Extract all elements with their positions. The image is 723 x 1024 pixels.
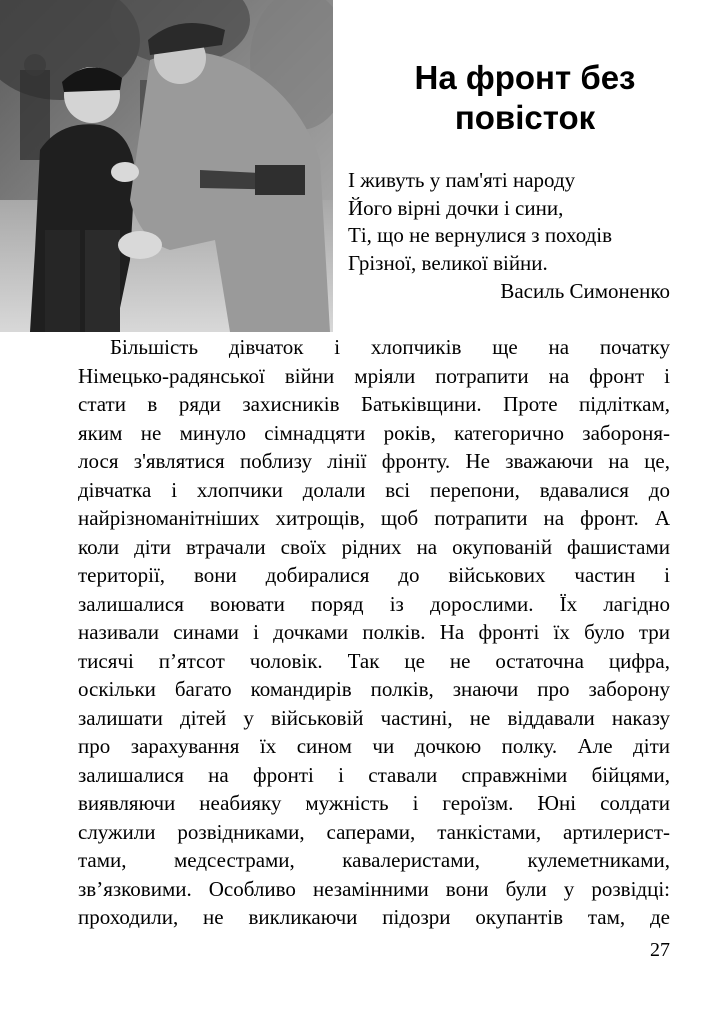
war-photo — [0, 0, 333, 332]
text-line: найрізноманітніших хитрощів, щоб потрапити на фронт. А — [78, 506, 670, 530]
text-line: залишалися воювати поряд із дорослими. Їх лагідно — [78, 591, 670, 616]
poem-author: Василь Симоненко — [500, 279, 670, 303]
page-number: 27 — [650, 939, 670, 961]
text-line: зв’язковими. Особливо незамінними вони були у розвідці: — [78, 876, 670, 901]
page-title — [370, 58, 680, 138]
text-line: тисячі п’ятсот чоловік. Так це не остаточна цифра, — [78, 648, 670, 673]
text-line: залишалися на фронті і ставали справжніми бійцями, — [78, 762, 670, 787]
text-line: дівчатка і хлопчики долали всі перепони, вдавалися до — [78, 477, 670, 502]
poem-line: Грізної, великої війни. — [348, 250, 548, 275]
text-line: коли діти втрачали своїх рідних на окупованій фашистами — [78, 534, 670, 559]
text-line: називали синами і дочками полків. На фронті їх було три — [78, 620, 670, 644]
title-line-1: На фронт без — [414, 59, 636, 96]
title-line-2: повісток — [454, 99, 596, 136]
text-line: про зарахування їх сином чи дочкою полку. Але діти — [78, 734, 670, 758]
text-line: Німецько-радянської війни мріяли потрапити на фронт і — [78, 363, 670, 388]
poem-line: І живуть у пам'яті народу — [348, 168, 576, 192]
text-line: території, вони добиралися до військових частин і — [78, 563, 670, 587]
text-line: проходили, не викликаючи підозри окупантів там, де — [78, 905, 670, 929]
text-line: залишати дітей у військовій частині, не віддавали наказу — [78, 705, 670, 730]
text-line: виявляючи неабияку мужність і героїзм. Юні солдати — [78, 791, 670, 815]
epigraph-poem — [348, 167, 670, 306]
body-paragraph — [78, 333, 670, 932]
poem-line: Його вірні дочки і сини, — [348, 195, 564, 220]
poem-line: Ті, що не вернулися з походів — [348, 223, 613, 247]
text-line: лося з'являтися поблизу лінії фронту. Не зважаючи на це, — [78, 449, 670, 473]
photo-icon — [0, 0, 333, 332]
text-line: оскільки багато командирів полків, знаючи про заборону — [78, 677, 670, 701]
text-line: стати в ряди захисників Батьківщини. Проте підліткам, — [78, 392, 670, 416]
text-line: яким не минуло сімнадцяти років, категорично забороня- — [78, 420, 670, 445]
text-line: служили розвідниками, саперами, танкістами, артилерист- — [78, 819, 670, 844]
text-line: Більшість дівчаток і хлопчиків ще на початку — [110, 335, 670, 359]
text-line: тами, медсестрами, кавалеристами, кулеметниками, — [78, 848, 670, 872]
